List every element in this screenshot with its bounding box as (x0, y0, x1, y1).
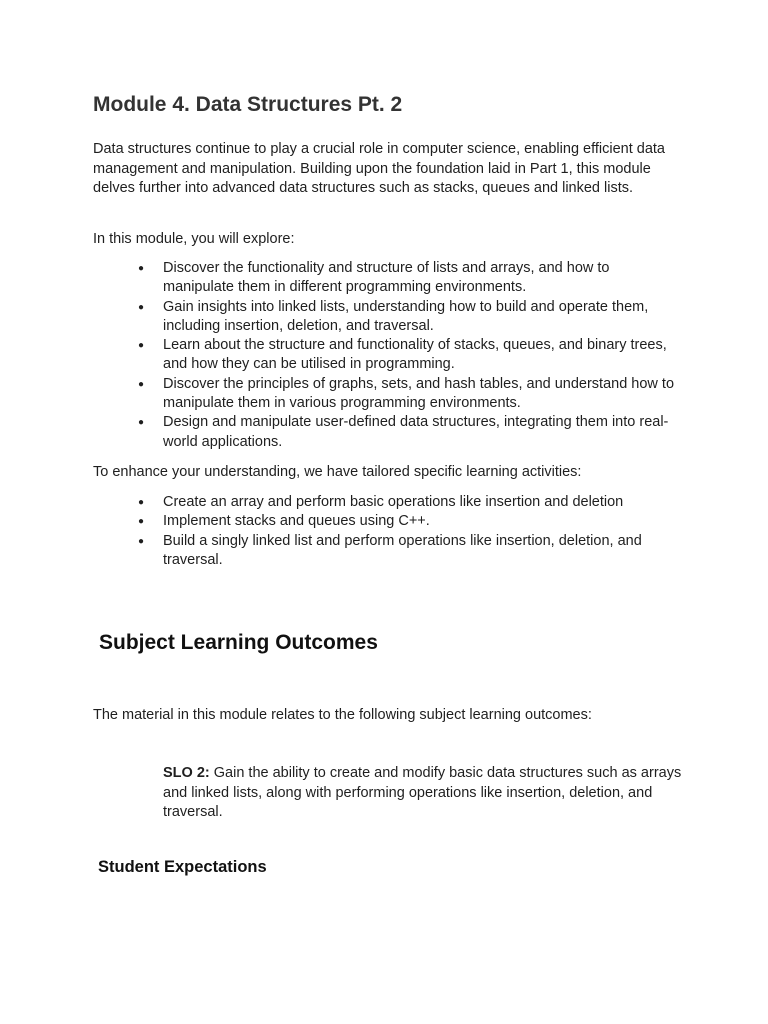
slo-label: SLO 2: (163, 765, 210, 781)
slo-text: Gain the ability to create and modify basic data structures such as arrays and linked lists, along with performing operations like insertion, deletion, and traversal. (163, 765, 682, 820)
slo-paragraph (163, 764, 683, 823)
list-item: ● Discover the principles of graphs, sets, and hash tables, and understand how to manipulate them in various programming environments. (138, 375, 683, 414)
expectations-heading: Student Expectations (98, 858, 267, 876)
explore-lead-paragraph: In this module, you will explore: (93, 231, 295, 247)
page-title: Module 4. Data Structures Pt. 2 (93, 93, 403, 116)
list-item: ● Discover the functionality and structure of lists and arrays, and how to manipulate them in different programming environments. (138, 259, 683, 298)
explore-list (138, 259, 683, 452)
list-item: ● Create an array and perform basic operations like insertion and deletion (138, 493, 683, 512)
enhance-lead-paragraph: To enhance your understanding, we have tailored specific learning activities: (93, 464, 582, 480)
activity-list (138, 493, 683, 570)
list-item: ● Build a singly linked list and perform operations like insertion, deletion, and traversal. (138, 532, 683, 571)
outcomes-lead-paragraph: The material in this module relates to the following subject learning outcomes: (93, 707, 592, 723)
list-item: ● Implement stacks and queues using C++. (138, 512, 683, 531)
outcomes-heading: Subject Learning Outcomes (99, 631, 378, 654)
list-item: ● Gain insights into linked lists, understanding how to build and operate them, including insertion, deletion, and traversal. (138, 298, 683, 337)
list-item: ● Learn about the structure and functionality of stacks, queues, and binary trees, and how they can be utilised in programming. (138, 336, 683, 375)
intro-paragraph: Data structures continue to play a crucial role in computer science, enabling efficient data management and manipulation. Building upon the foundation laid in Part 1, this module delves further into advanced data structures such as stacks, queues and linked lists. (93, 141, 665, 196)
list-item: ● Design and manipulate user-defined data structures, integrating them into real-world applications. (138, 413, 683, 452)
